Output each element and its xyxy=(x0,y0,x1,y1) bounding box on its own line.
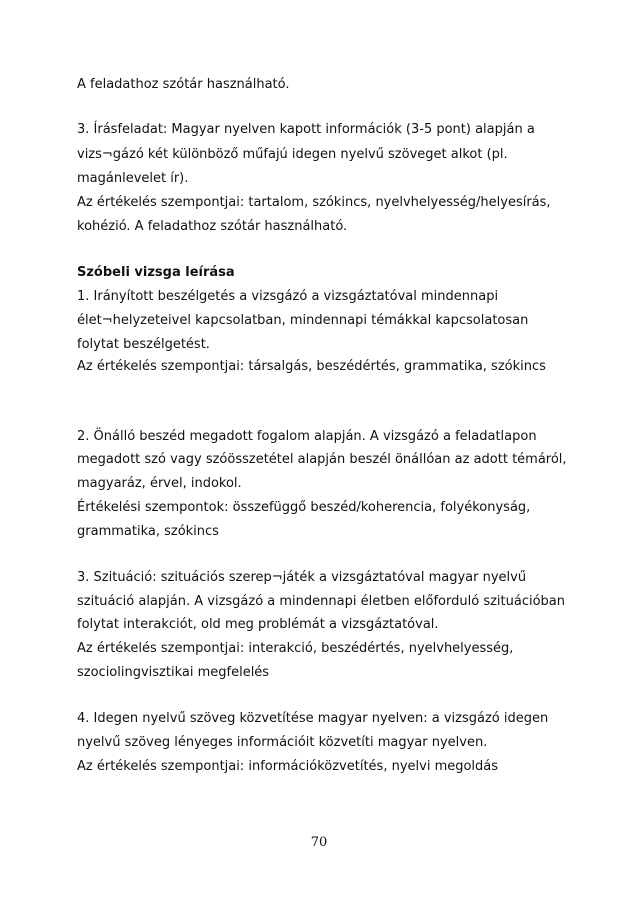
section-heading: Szóbeli vizsga leírása xyxy=(77,265,235,280)
paragraph-line: 1. Irányított beszélgetés a vizsgázó a vizsgáztatóval mindennapi xyxy=(77,289,499,304)
paragraph-line: folytat beszélgetést. xyxy=(77,337,210,352)
paragraph-line: 4. Idegen nyelvű szöveg közvetítése magyar nyelven: a vizsgázó idegen xyxy=(77,711,549,726)
paragraph-line: nyelvű szöveg lényeges információit közvetíti magyar nyelven. xyxy=(77,735,488,750)
paragraph-line: Az értékelés szempontjai: interakció, beszédértés, nyelvhelyesség, xyxy=(77,641,514,656)
paragraph-line: szituáció alapján. A vizsgázó a mindennapi életben előforduló szituációban xyxy=(77,594,566,609)
paragraph-line: élet¬helyzeteivel kapcsolatban, mindennapi témákkal kapcsolatosan xyxy=(77,313,529,328)
paragraph-line: 3. Szituáció: szituációs szerep¬játék a vizsgáztatóval magyar nyelvű xyxy=(77,570,527,585)
paragraph-line: Az értékelés szempontjai: információközvetítés, nyelvi megoldás xyxy=(77,759,499,774)
paragraph-line: kohézió. A feladathoz szótár használható. xyxy=(77,219,348,234)
paragraph-line: megadott szó vagy szóösszetétel alapján beszél önállóan az adott témáról, xyxy=(77,452,567,467)
paragraph-line: 3. Írásfeladat: Magyar nyelven kapott információk (3-5 pont) alapján a xyxy=(77,122,535,137)
paragraph-line: Értékelési szempontok: összefüggő beszéd/koherencia, folyékonyság, xyxy=(77,500,531,515)
paragraph-line: Az értékelés szempontjai: tartalom, szókincs, nyelvhelyesség/helyesírás, xyxy=(77,195,551,210)
paragraph-line: magyaráz, érvel, indokol. xyxy=(77,476,242,491)
paragraph-line: magánlevelet ír). xyxy=(77,171,189,186)
paragraph-line: folytat interakciót, old meg problémát a vizsgáztatóval. xyxy=(77,617,439,632)
paragraph-line: 2. Önálló beszéd megadott fogalom alapján. A vizsgázó a feladatlapon xyxy=(77,429,537,444)
paragraph-line: A feladathoz szótár használható. xyxy=(77,77,290,92)
page-number: 70 xyxy=(310,835,328,850)
paragraph-line: vizs¬gázó két különböző műfajú idegen nyelvű szöveget alkot (pl. xyxy=(77,147,508,162)
paragraph-line: szociolingvisztikai megfelelés xyxy=(77,665,270,680)
paragraph-line: grammatika, szókincs xyxy=(77,524,219,539)
paragraph-line: Az értékelés szempontjai: társalgás, beszédértés, grammatika, szókincs xyxy=(77,359,546,374)
